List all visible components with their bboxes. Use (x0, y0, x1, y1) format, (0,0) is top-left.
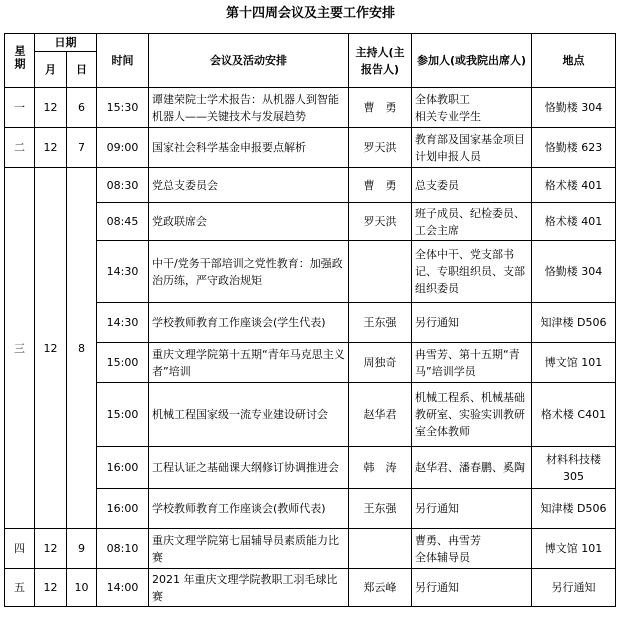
attendees-cell: 教育部及国家基金项目计划申报人员 (412, 128, 532, 168)
location-cell: 知津楼 D506 (532, 303, 616, 343)
header-date: 日期 (35, 34, 97, 52)
header-day: 日 (67, 52, 97, 88)
time-cell: 16:00 (97, 489, 149, 529)
host-cell (349, 241, 412, 303)
agenda-cell: 国家社会科学基金申报要点解析 (149, 128, 349, 168)
host-cell: 曹 勇 (349, 88, 412, 128)
table-row (5, 128, 616, 168)
month-cell: 12 (35, 569, 67, 607)
attendees-cell: 赵华君、潘春鹏、奚陶 (412, 447, 532, 489)
agenda-cell: 重庆文理学院第十五期“青年马克思主义者”培训 (149, 343, 349, 383)
host-cell: 郑云峰 (349, 569, 412, 607)
month-cell: 12 (35, 128, 67, 168)
location-cell: 恪勤楼 304 (532, 241, 616, 303)
table-row (5, 447, 616, 489)
attendees-cell: 曹勇、冉雪芳 全体辅导员 (412, 529, 532, 569)
host-cell: 曹 勇 (349, 168, 412, 203)
agenda-cell: 中干/党务干部培训之党性教育：加强政治历练，严守政治规矩 (149, 241, 349, 303)
host-cell: 王东强 (349, 303, 412, 343)
time-cell: 14:30 (97, 303, 149, 343)
table-row (5, 529, 616, 569)
month-cell: 12 (35, 168, 67, 529)
header-location: 地点 (532, 34, 616, 88)
attendees-cell: 另行通知 (412, 303, 532, 343)
time-cell: 15:00 (97, 383, 149, 447)
location-cell: 另行通知 (532, 569, 616, 607)
table-row (5, 168, 616, 203)
time-cell: 15:30 (97, 88, 149, 128)
location-cell: 恪勤楼 623 (532, 128, 616, 168)
weekday-cell: 二 (5, 128, 35, 168)
weekday-cell: 三 (5, 168, 35, 529)
time-cell: 08:10 (97, 529, 149, 569)
location-cell: 材料科技楼 305 (532, 447, 616, 489)
location-cell: 格术楼 401 (532, 168, 616, 203)
agenda-cell: 党政联席会 (149, 203, 349, 241)
attendees-cell: 另行通知 (412, 489, 532, 529)
table-row (5, 203, 616, 241)
header-weekday: 星期 (5, 34, 35, 88)
location-cell: 博文馆 101 (532, 529, 616, 569)
agenda-cell: 机械工程国家级一流专业建设研讨会 (149, 383, 349, 447)
day-cell: 7 (67, 128, 97, 168)
table-row (5, 343, 616, 383)
location-cell: 恪勤楼 304 (532, 88, 616, 128)
agenda-cell: 学校教师教育工作座谈会(教师代表) (149, 489, 349, 529)
attendees-cell: 全体教职工 相关专业学生 (412, 88, 532, 128)
agenda-cell: 重庆文理学院第七届辅导员素质能力比赛 (149, 529, 349, 569)
agenda-cell: 工程认证之基础课大纲修订协调推进会 (149, 447, 349, 489)
attendees-cell: 另行通知 (412, 569, 532, 607)
time-cell: 14:00 (97, 569, 149, 607)
weekday-cell: 一 (5, 88, 35, 128)
page-title: 第十四周会议及主要工作安排 (225, 6, 395, 21)
attendees-cell: 冉雪芳、第十五期“青马”培训学员 (412, 343, 532, 383)
location-cell: 知津楼 D506 (532, 489, 616, 529)
agenda-cell: 2021 年重庆文理学院教职工羽毛球比赛 (149, 569, 349, 607)
agenda-cell: 学校教师教育工作座谈会(学生代表) (149, 303, 349, 343)
host-cell: 赵华君 (349, 383, 412, 447)
location-cell: 格术楼 401 (532, 203, 616, 241)
time-cell: 08:45 (97, 203, 149, 241)
host-cell: 罗天洪 (349, 203, 412, 241)
day-cell: 6 (67, 88, 97, 128)
month-cell: 12 (35, 529, 67, 569)
day-cell: 10 (67, 569, 97, 607)
host-cell: 韩 涛 (349, 447, 412, 489)
agenda-cell: 谭建荣院士学术报告：从机器人到智能机器人——关键技术与发展趋势 (149, 88, 349, 128)
attendees-cell: 全体中干、党支部书记、专职组织员、支部组织委员 (412, 241, 532, 303)
weekday-cell: 五 (5, 569, 35, 607)
attendees-cell: 班子成员、纪检委员、工会主席 (412, 203, 532, 241)
weekday-cell: 四 (5, 529, 35, 569)
host-cell: 周独奇 (349, 343, 412, 383)
host-cell: 罗天洪 (349, 128, 412, 168)
table-row (5, 241, 616, 303)
time-cell: 09:00 (97, 128, 149, 168)
header-time: 时间 (97, 34, 149, 88)
day-cell: 9 (67, 529, 97, 569)
table-row (5, 88, 616, 128)
time-cell: 14:30 (97, 241, 149, 303)
table-row (5, 383, 616, 447)
day-cell: 8 (67, 168, 97, 529)
location-cell: 格术楼 C401 (532, 383, 616, 447)
header-attendees: 参加人(或我院出席人) (412, 34, 532, 88)
attendees-cell: 机械工程系、机械基础教研室、实验实训教研室全体教师 (412, 383, 532, 447)
host-cell (349, 529, 412, 569)
time-cell: 08:30 (97, 168, 149, 203)
time-cell: 16:00 (97, 447, 149, 489)
header-month: 月 (35, 52, 67, 88)
table-row (5, 489, 616, 529)
agenda-cell: 党总支委员会 (149, 168, 349, 203)
host-cell: 王东强 (349, 489, 412, 529)
attendees-cell: 总支委员 (412, 168, 532, 203)
table-row (5, 569, 616, 607)
header-agenda: 会议及活动安排 (149, 34, 349, 88)
table-row (5, 303, 616, 343)
location-cell: 博文馆 101 (532, 343, 616, 383)
time-cell: 15:00 (97, 343, 149, 383)
schedule-table (4, 33, 616, 607)
header-host: 主持人(主报告人) (349, 34, 412, 88)
month-cell: 12 (35, 88, 67, 128)
